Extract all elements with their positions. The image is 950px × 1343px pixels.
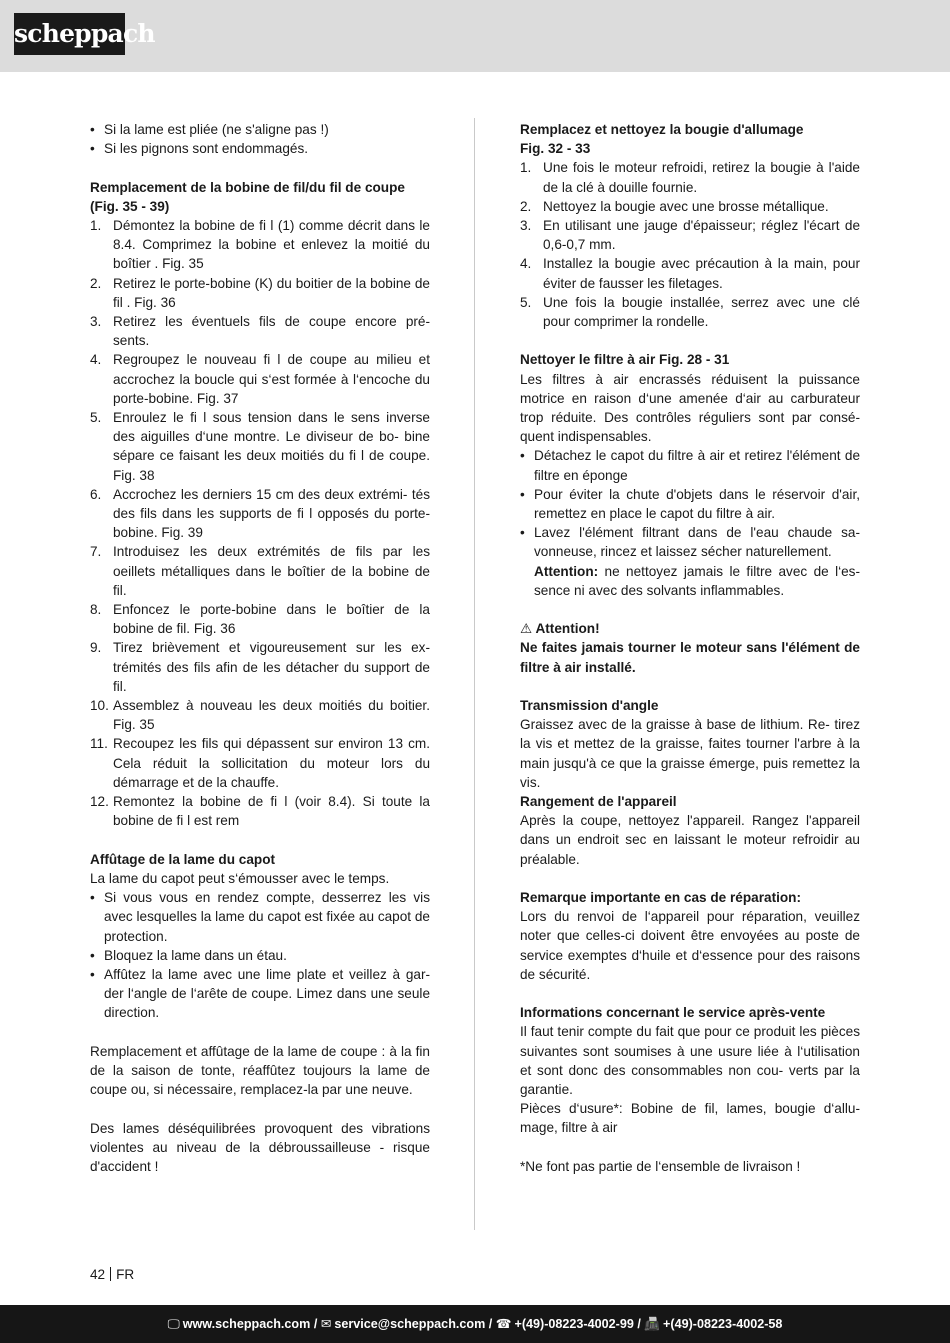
rangement-text: Après la coupe, nettoyez l'appareil. Rangez l'appareil dans un endroit sec en laissant le moteur refroidir au préalable. bbox=[520, 813, 860, 867]
list-item: • Si les pignons sont endommagés. bbox=[90, 139, 430, 158]
section-heading-remarque: Remarque importante en cas de réparation: bbox=[520, 890, 802, 906]
section-heading-affutage: Affûtage de la lame du capot bbox=[90, 851, 276, 867]
paragraph-lames-desequilibrees: Des lames déséquilibrées provoquent des vibrations violentes au niveau de la débroussailleuse - risque d'accident ! bbox=[90, 1120, 430, 1174]
service-parts-text: Pièces d‘usure*: Bobine de fil, lames, bougie d‘allu- mage, filtre à air bbox=[520, 1101, 860, 1136]
transmission-text: Graissez avec de la graisse à base de lithium. Re- tirez la vis et mettez de la graisse, faites tourner l'arbre à la main jusqu'à ce que la graisse émerge, puis remettez la vis. bbox=[520, 717, 860, 790]
list-item: 12. Remontez la bobine de fi l (voir 8.4). Si toute la bobine de fi l est rem bbox=[90, 794, 430, 829]
footer-website: www.scheppach.com / bbox=[182, 1317, 318, 1331]
list-item: 1. Démontez la bobine de fi l (1) comme décrit dans le 8.4. Comprimez la bobine et enlevez la moitié du boîtier . Fig. 35 bbox=[90, 218, 430, 272]
intro-bullet-list bbox=[90, 120, 430, 158]
list-item: • Si la lame est pliée (ne s'aligne pas !) bbox=[90, 120, 430, 139]
list-item: 5. Une fois la bougie installée, serrez avec une clé pour comprimer la rondelle. bbox=[520, 294, 860, 330]
right-column bbox=[520, 120, 860, 1176]
section-heading-bougie: Remplacez et nettoyez la bougie d'allumage bbox=[520, 122, 804, 137]
service-text: Il faut tenir compte du fait que pour ce produit les pièces suivantes sont soumises à une usure liée à l‘utilisation et sont donc des consommables non cou- verts par la garantie. bbox=[520, 1024, 860, 1098]
list-item: 7. Introduisez les deux extrémités de fils par les oeillets métalliques dans le boîtier de la bobine de fil. bbox=[90, 544, 430, 598]
footer-fax: +(49)-08223-4002-58 bbox=[663, 1317, 783, 1331]
section-heading-bobine: Remplacement de la bobine de fil/du fil de coupe bbox=[90, 179, 405, 195]
section-heading-transmission: Transmission d'angle bbox=[520, 698, 659, 714]
affutage-intro: La lame du capot peut s‘émousser avec le temps. bbox=[90, 870, 390, 886]
column-divider bbox=[474, 118, 475, 1230]
list-item: • Détachez le capot du filtre à air et retirez l'élément de filtre en éponge bbox=[520, 446, 860, 484]
section-heading-bougie-figs: Fig. 32 - 33 bbox=[520, 141, 591, 157]
scheppach-logo: scheppach bbox=[14, 13, 125, 55]
list-item: 5. Enroulez le fi l sous tension dans le sens inverse des aiguilles d‘une montre. Le diviseur de bo- bine sépare ce faisant les deux moitiés du fi l de coupe. Fig. 38 bbox=[90, 410, 430, 483]
list-item: 3. Retirez les éventuels fils de coupe encore pré- sents. bbox=[90, 314, 430, 349]
attention-label: Attention: bbox=[534, 563, 599, 579]
fax-icon: 📠 bbox=[644, 1317, 661, 1331]
service-footnote: *Ne font pas partie de l‘ensemble de livraison ! bbox=[520, 1158, 801, 1174]
list-item: 10. Assemblez à nouveau les deux moitiés du boitier. Fig. 35 bbox=[90, 698, 430, 733]
list-item: 6. Accrochez les derniers 15 cm des deux extrémi- tés des fils dans les supports de fi l opposés du porte-bobine. Fig. 39 bbox=[90, 486, 430, 541]
page-footer bbox=[0, 1305, 950, 1343]
left-column bbox=[90, 120, 430, 1176]
affutage-bullet-list bbox=[90, 888, 430, 1022]
list-item: 8. Enfoncez le porte-bobine dans le boîtier de la bobine de fil. Fig. 36 bbox=[90, 602, 430, 637]
list-item: 4. Installez la bougie avec précaution à la main, pour éviter de fausser les filetages. bbox=[520, 256, 860, 291]
section-heading-bobine-figs: (Fig. 35 - 39) bbox=[90, 198, 170, 214]
page-header bbox=[0, 0, 950, 72]
list-item: • Si vous vous en rendez compte, desserrez les vis avec lesquelles la lame du capot est fixée au capot de protection. bbox=[90, 888, 430, 946]
computer-icon: 🖵 bbox=[167, 1317, 180, 1331]
bobine-steps-list bbox=[90, 216, 430, 831]
footer-email: service@scheppach.com / bbox=[334, 1317, 493, 1331]
warning-title bbox=[520, 619, 860, 638]
footer-phone: +(49)-08223-4002-99 / bbox=[514, 1317, 641, 1331]
paragraph-lame-remplacement: Remplacement et affûtage de la lame de coupe : à la fin de la saison de tonte, réaffûtez toujours la lame de coupe ou, si nécessaire, remplacez-la par une neuve. bbox=[90, 1043, 430, 1098]
section-heading-service: Informations concernant le service après-vente bbox=[520, 1005, 826, 1021]
list-item: • Bloquez la lame dans un étau. bbox=[90, 946, 430, 965]
list-item: 2. Retirez le porte-bobine (K) du boitier de la bobine de fil . Fig. 36 bbox=[90, 275, 430, 310]
list-item: • Pour éviter la chute d'objets dans le réservoir d'air, remettez en place le capot du filtre à air. bbox=[520, 485, 860, 523]
page-language: FR bbox=[116, 1267, 135, 1282]
list-item: • Lavez l'élément filtrant dans de l'eau chaude sa- vonneuse, rincez et laissez sécher naturellement. bbox=[520, 523, 860, 561]
envelope-icon: ✉ bbox=[320, 1317, 332, 1331]
warning-text: Ne faites jamais tourner le moteur sans l'élément de filtre à air installé. bbox=[520, 640, 860, 675]
list-item: 2. Nettoyez la bougie avec une brosse métallique. bbox=[520, 198, 829, 214]
list-item: 9. Tirez brièvement et vigoureusement sur les ex- trémités des fils afin de les détacher du support de fil. bbox=[90, 640, 430, 694]
filtre-intro: Les filtres à air encrassés réduisent la puissance motrice en raison d‘une amenée d‘air au carburateur trop réduite. Des contrôles réguliers sont par consé- quent indispensables. bbox=[520, 371, 860, 445]
list-item: 3. En utilisant une jauge d'épaisseur; réglez l'écart de 0,6-0,7 mm. bbox=[520, 218, 860, 253]
list-item: 1. Une fois le moteur refroidi, retirez la bougie à l'aide de la clé à douille fournie. bbox=[520, 160, 860, 195]
list-item: 11. Recoupez les fils qui dépassent sur environ 13 cm. Cela réduit la sollicitation du moteur lors du démarrage et de la chauffe. bbox=[90, 736, 430, 790]
list-item: 4. Regroupez le nouveau fi l de coupe au milieu et accrochez la boucle qui s‘est formée à l‘encoche du porte-bobine. Fig. 37 bbox=[90, 352, 430, 406]
section-heading-filtre: Nettoyer le filtre à air Fig. 28 - 31 bbox=[520, 352, 730, 368]
phone-icon: ☎ bbox=[495, 1317, 512, 1331]
filtre-attention-note bbox=[520, 562, 860, 600]
bougie-steps-list bbox=[520, 158, 860, 331]
page-number bbox=[90, 1265, 134, 1284]
section-heading-rangement: Rangement de l'appareil bbox=[520, 794, 677, 810]
warning-triangle-icon: ⚠ Attention! bbox=[520, 621, 600, 637]
page-number-value: 42 bbox=[90, 1267, 106, 1282]
remarque-text: Lors du renvoi de l‘appareil pour réparation, veuillez noter que celles-ci doivent être envoyées au poste de service exemptes d‘huile et d‘essence pour des raisons de sécurité. bbox=[520, 909, 860, 982]
filtre-bullet-list bbox=[520, 446, 860, 561]
attention-text: ne nettoyez jamais le filtre avec de l‘es- sence ni avec des solvants inflammables. bbox=[534, 563, 860, 598]
list-item: • Affûtez la lame avec une lime plate et veillez à gar- der l‘angle de l‘arête de coupe. Limez dans une seule direction. bbox=[90, 965, 430, 1023]
